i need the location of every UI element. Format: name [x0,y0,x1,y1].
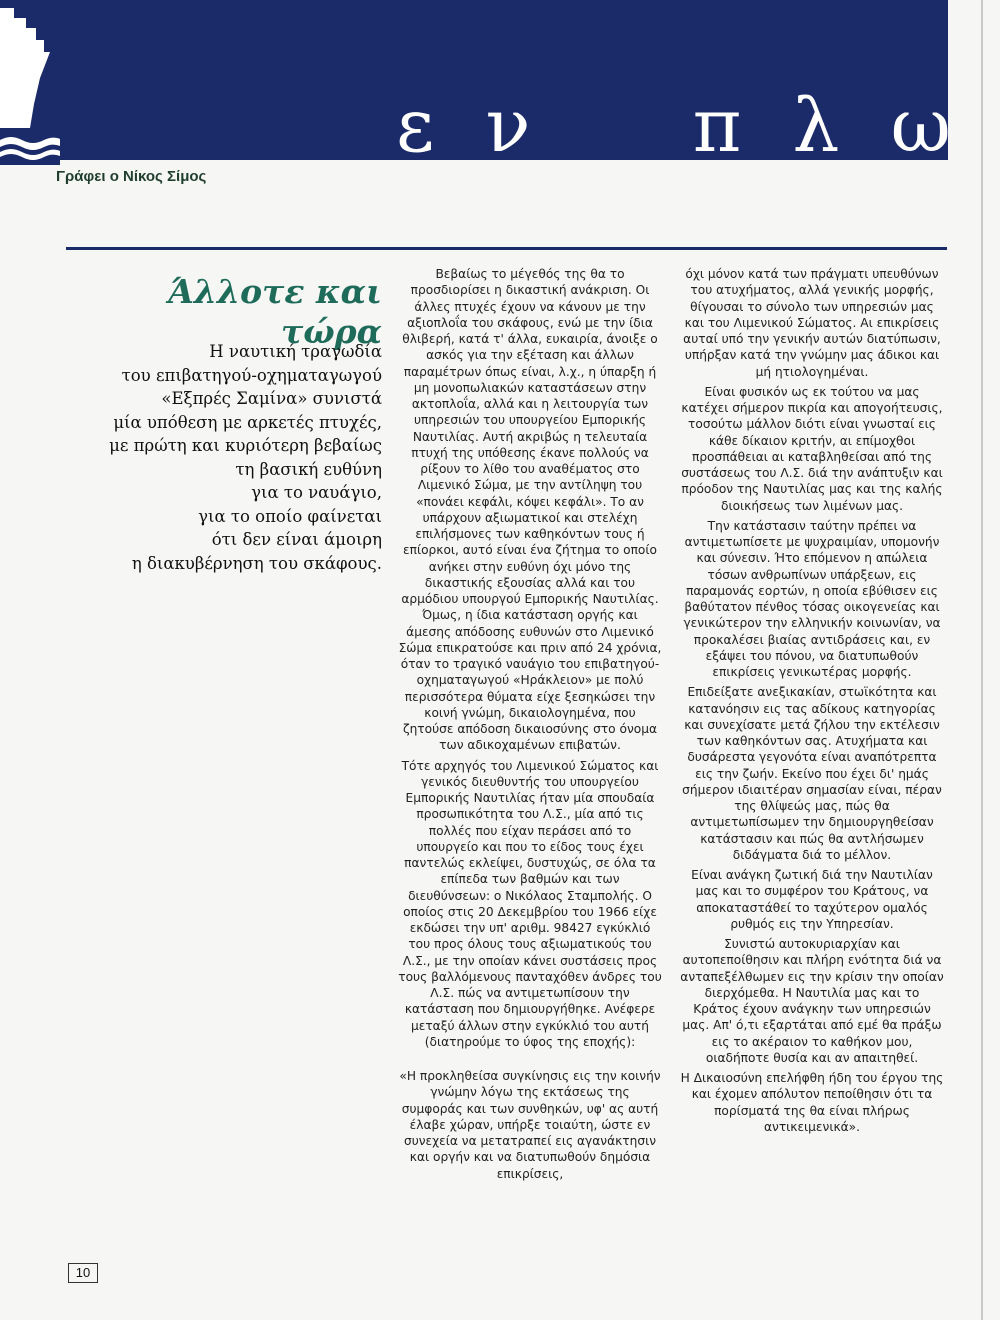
lede-line: για το οποίο φαίνεται [198,506,382,526]
article-headline: Άλλοτε και τώρα [168,272,382,351]
paragraph: Συνιστώ αυτοκυριαρχίαν και αυτοπεποίθησιν και πλήρη ενότητα διά να ανταπεξέλθωμεν εις την κρίσιν την οποίαν διερχόμεθα. Η Ναυτιλία μας και το Κράτος έχουν ανάγκην των υπηρεσιών μας. Απ' ό,τι εξαρτάται από εμέ θα πράξω εις το ακέραιον το καθήκον μου, οιαδήποτε θυσία και αν απαιτηθεί. [680,937,944,1065]
lede-line: «Εξπρές Σαμίνα» συνιστά [161,389,382,408]
lede-line: Η ναυτική τραγωδία [209,342,382,361]
paragraph: Βεβαίως το μέγεθός της θα το προσδιορίσει η δικαστική ανάκριση. Οι άλλες πτυχές έχουν να κάνουν με την αξιοπλοΐα του σκάφους, ενώ με την ίδια θλιβερή, κατά τ' άλλα, ευκαιρία, άνοιξε ο ασκός για την εξέταση και άλλων παραμέτρων όπως είναι, λ.χ., η ύπαρξη ή μη μονοπωλιακών καταστάσεων στην ακτοπλοΐα, αλλά και η λειτουργία των υπηρεσιών του υπουργείου Εμπορικής Ναυτιλίας. Αυτή ακριβώς η τελευταία πτυχή της υπόθεσης έκανε πολλούς να ρίξουν το λίθο του αναθέματος στο Λιμενικό Σώμα, με την αντίληψη του «πονάει κεφάλι, κόψει κεφάλι». Το αν υπάρχουν αξιωματικοί και στελέχη επιλήσμονες των καθηκόντων τους ή επίορκοι, αυτό είναι ένα ζήτημα το οποίο ανήκει στην ευθύνη όχι μόνο της δικαστικής εξουσίας αλλά και του αρμόδιου υπουργού Εμπορικής Ναυτιλίας. Όμως, η ίδια κατάσταση οργής και άμεσης απόδοσης ευθυνών στο Λιμενικό Σώμα επικρατούσε και πριν από 24 χρόνια, όταν το τραγικό ναυάγιο του επιβατηγού-οχηματαγωγού «Ηράκλειον» με πολύ περισσότερα θύματα είχε ξεσηκώσει την κοινή γνώμη, δικαιολογημένα, που ζητούσε απόδοση δικαιοσύνης στο όνομα των αδικοχαμένων επιβατών. [398,267,662,753]
banner-spacer [582,86,642,166]
paragraph: Η Δικαιοσύνη επελήφθη ήδη του έργου της και έχομεν απόλυτον πεποίθησιν ότι τα πορίσματά της θα είναι πλήρως αντικειμενικά». [680,1071,944,1134]
lede-line: με πρώτη και κυριότερη βεβαίως [109,436,382,455]
lede-line: τη βασική ευθύνη [235,459,382,479]
lede-line: για το ναυάγιο, [251,483,382,502]
article-column-1 [398,266,662,1186]
paragraph-quote: «Η προκληθείσα συγκίνησις εις την κοινήν γνώμην λόγω της εκτάσεως της συμφοράς και των συνθηκών, υφ' ας αυτή έλαβε χώραν, υπήρξε τοιαύτη, ώστε εν συνεχεία να μετατραπεί εις αγανάκτησιν και οργήν και να διατυπωθούν δημόσια επικρίσεις, [399,1069,661,1181]
page-edge [981,0,983,1320]
lede-line: του επιβατηγού-οχηματαγωγού [121,365,382,385]
paragraph: Είναι φυσικόν ως εκ τούτου να μας κατέχει σήμερον πικρία και απογοήτευσις, τοσούτω μάλλον διότι είναι γνωσταί εις κάθε δίκαιον κριτήν, αι επίμοχθοι προσπάθειαι αι καταβληθείσαι από της συστάσεως του Λ.Σ. διά την ανάπτυξιν και πρόοδον της Ναυτιλίας μας και της καλής διοικήσεως των λιμένων μας. [681,384,943,513]
paragraph: όχι μόνον κατά των πράγματι υπευθύνων του ατυχήματος, αλλά γενικής μορφής, θίγουσαι το σύνολο των υπηρεσιών μας και του Λιμενικού Σώματος. Αι επικρίσεις αυταί υπό την γενικήν αυτών διατύπωσιν, υπήρξαν κατά την γνώμην μας άδικοι και μή ητιολογημέναι. [683,267,941,379]
banner-letter: λ [792,83,840,169]
paragraph: Επιδείξατε ανεξικακίαν, στωϊκότητα και κατανόησιν εις τας αδίκους κατηγορίας και συνεχίσατε μετά ζήλου την εκτέλεσιν των καθηκόντων σας. Ατυχήματα και δυσάρεστα γεγονότα είναι αναπότρεπτα εις την ζωήν. Εκείνο που έχει δι' ημάς σήμερον ιδιαιτέραν σημασίαν είναι, πέραν της θλίψεώς μας, πώς θα αντιμετωπίσωμεν την δημιουργηθείσαν κατάστασιν και πώς θα αντλήσωμεν διδάγματα διά το μέλλον. [682,685,942,862]
banner-letter: ω [890,83,951,169]
banner-letter: π [692,83,742,169]
lede-line: ότι δεν είναι άμοιρη [211,530,382,549]
banner-letter: ν [485,83,531,169]
byline: Γράφει ο Νίκος Σίμος [56,168,207,185]
paragraph: Τότε αρχηγός του Λιμενικού Σώματος και γενικός διευθυντής του υπουργείου Εμπορικής Ναυτιλίας ήταν μία σπουδαία προσωπικότητα του Λ.Σ., μία από τις πολλές που είχαν περάσει από το υπουργείο και που το είδος τους έχει παντελώς εκλείψει, δυστυχώς, σε όλα τα επίπεδα των βαθμών και των διευθύνσεων: ο Νικόλαος Σταμπολής. Ο οποίος στις 20 Δεκεμβρίου του 1966 είχε εκδώσει την υπ' αριθμ. 98427 εγκύκλιό του προς όλους τους αξιωματικούς του Λ.Σ., με την οποίαν κάνει συστάσεις προς τους βαλλόμενους πανταχόθεν άνδρες του Λ.Σ. πώς να αντιμετωπίσουν την κατάσταση που δημιουργήθηκε. Ανέφερε μεταξύ άλλων στην εγκύκλιό του αυτή (διατηρούμε το ύφος της εποχής): [398,758,662,1049]
ship-bow-icon [0,0,60,165]
header-rule [66,247,947,250]
page-number: 10 [68,1263,98,1283]
lede-line: μία υπόθεση με αρκετές πτυχές, [113,412,382,432]
article-lede [100,340,382,575]
banner-letter: ε [396,83,435,169]
banner-title [396,83,951,169]
paragraph: Την κατάστασιν ταύτην πρέπει να αντιμετωπίσετε με ψυχραιμίαν, υπομονήν και σύνεσιν. Ήτο επόμενον η απώλεια τόσων ανθρωπίνων υπάρξεων, εις παραμονάς εορτών, η οποία εβύθισεν εις βαθύτατον πένθος τόσας οικογενείας και γενικώτερον την ελληνικήν κοινωνίαν, να προκαλέσει βιαίας αντιδράσεις και, εν εξάψει του πόνου, να διατυπωθούν επικρίσεις γενικωτέρας μορφής. [683,518,941,679]
paragraph: Είναι ανάγκη ζωτική διά την Ναυτιλίαν μας και το συμφέρον του Κράτους, να αποκαταστάθεί το ταχύτερον ομαλός ρυθμός εις την Υπηρεσίαν. [691,868,933,931]
article-column-2 [680,266,944,1139]
lede-line: η διακυβέρνηση του σκάφους. [131,553,382,573]
